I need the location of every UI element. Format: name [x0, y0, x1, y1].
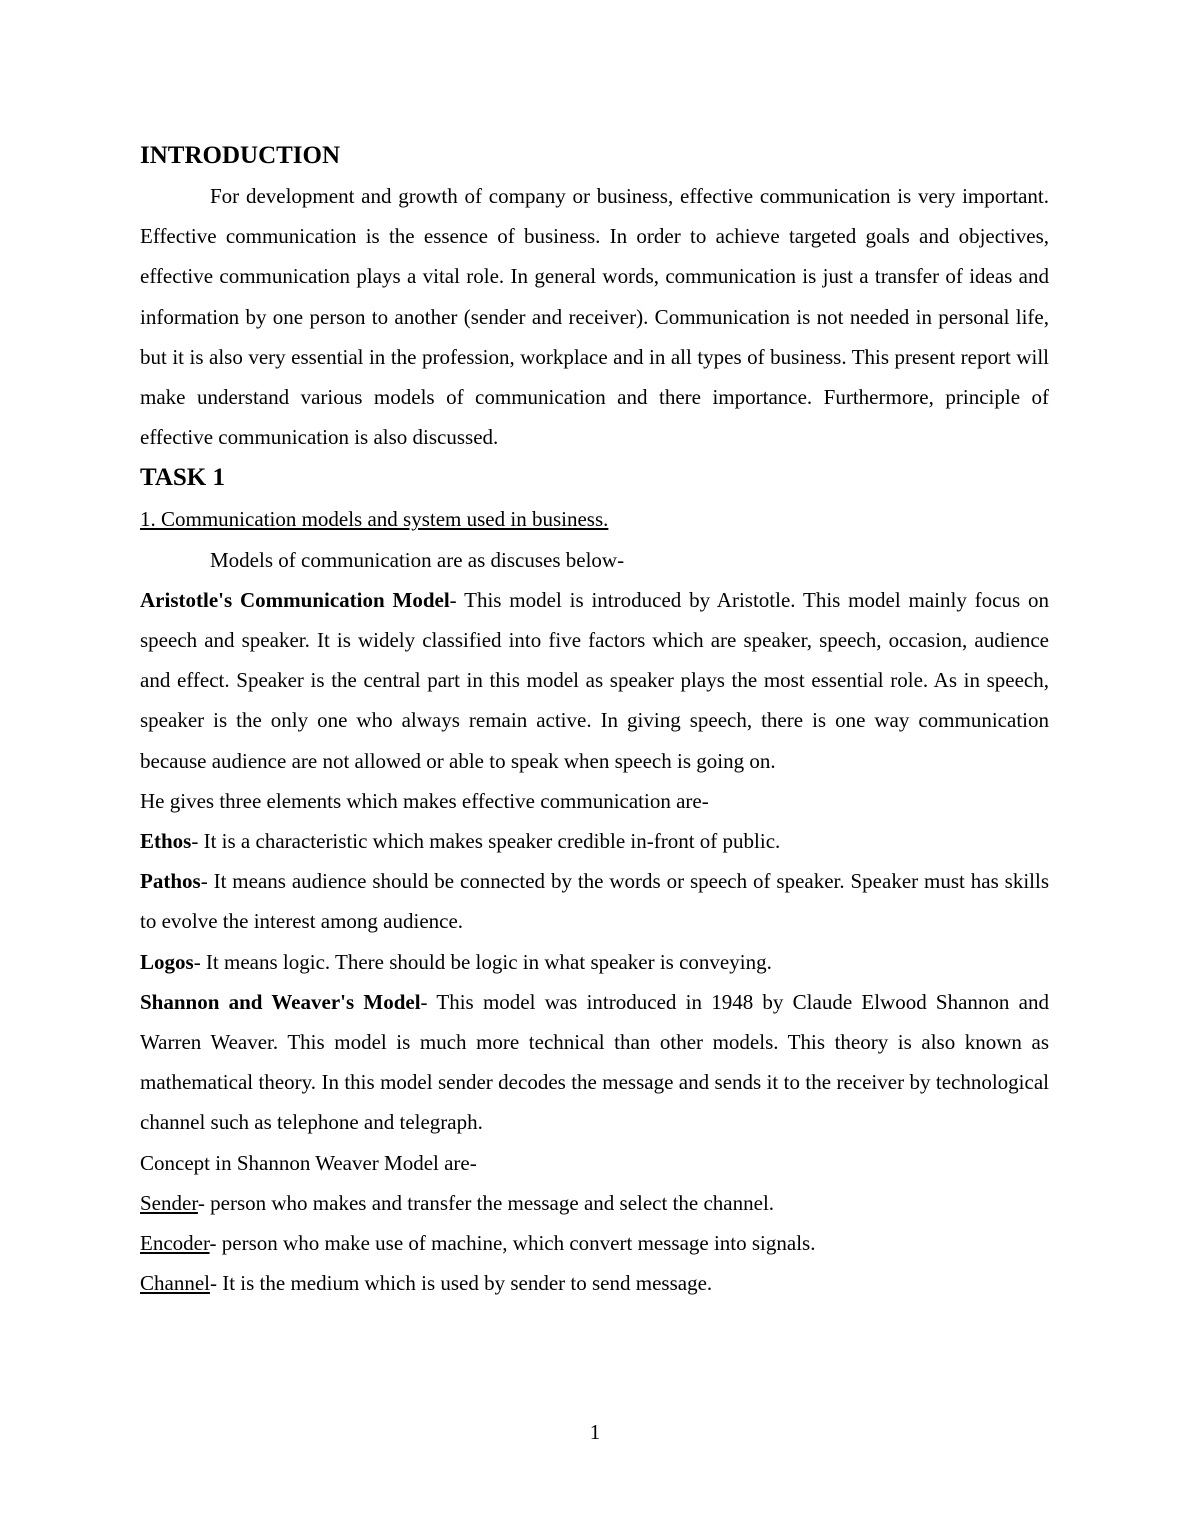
shannon-term: Shannon and Weaver's Model — [140, 989, 421, 1014]
ethos-text: - It is a characteristic which makes speaker credible in-front of public. — [191, 829, 781, 854]
pathos-term: Pathos — [140, 869, 201, 894]
logos-paragraph — [140, 942, 1049, 982]
sender-term: Sender — [140, 1190, 198, 1215]
section-subheading — [140, 499, 1049, 539]
channel-term: Channel — [140, 1271, 210, 1296]
page-content — [140, 136, 1049, 1303]
shannon-text: - This model was introduced in 1948 by Claude Elwood Shannon and Warren Weaver. This model is much more technical than other models. This theory is also known as mathematical theory. In this model sender decodes the message and sends it to the receiver by technological channel such as telephone and telegraph. — [140, 989, 1049, 1135]
page-number: 1 — [589, 1420, 601, 1444]
encoder-text: - person who make use of machine, which convert message into signals. — [209, 1231, 816, 1256]
models-intro: Models of communication are as discuses below- — [210, 547, 625, 572]
introduction-paragraph: For development and growth of company or business, effective communication is very important. Effective communication is the essence of business. In order to achieve targeted goals and objectives, effective communication plays a vital role. In general words, communication is just a transfer of ideas and information by one person to another (sender and receiver). Communication is not needed in personal life, but it is also very essential in the profession, workplace and in all types of business. This present report will make understand various models of communication and there importance. Furthermore, principle of effective communication is also discussed. — [140, 184, 1049, 450]
aristotle-term: Aristotle's Communication Model — [140, 587, 450, 612]
aristotle-paragraph — [140, 580, 1049, 781]
section-subheading-text: 1. Communication models and system used in business. — [140, 507, 609, 532]
logos-term: Logos — [140, 949, 194, 974]
encoder-paragraph — [140, 1223, 1049, 1263]
channel-paragraph — [140, 1263, 1049, 1303]
pathos-text: - It means audience should be connected by the words or speech of speaker. Speaker must has skills to evolve the interest among audience. — [140, 869, 1049, 934]
ethos-term: Ethos — [140, 829, 192, 854]
channel-text: - It is the medium which is used by sender to send message. — [209, 1271, 713, 1296]
shannon-paragraph — [140, 982, 1049, 1143]
sender-text: - person who makes and transfer the message and select the channel. — [197, 1190, 775, 1215]
introduction-heading: INTRODUCTION — [140, 142, 341, 169]
aristotle-text: - This model is introduced by Aristotle. This model mainly focus on speech and speaker. It is widely classified into five factors which are speaker, speech, occasion, audience and effect. Speaker is the central part in this model as speaker plays the most essential role. As in speech, speaker is the only one who always remain active. In giving speech, there is one way communication because audience are not allowed or able to speak when speech is going on. — [140, 587, 1049, 773]
encoder-term: Encoder — [140, 1231, 210, 1256]
elements-intro: He gives three elements which makes effective communication are- — [140, 788, 709, 813]
sender-paragraph — [140, 1183, 1049, 1223]
logos-text: - It means logic. There should be logic in what speaker is conveying. — [193, 949, 772, 974]
ethos-paragraph — [140, 821, 1049, 861]
task-1-heading: TASK 1 — [140, 464, 225, 492]
concept-intro: Concept in Shannon Weaver Model are- — [140, 1150, 477, 1175]
pathos-paragraph — [140, 861, 1049, 941]
